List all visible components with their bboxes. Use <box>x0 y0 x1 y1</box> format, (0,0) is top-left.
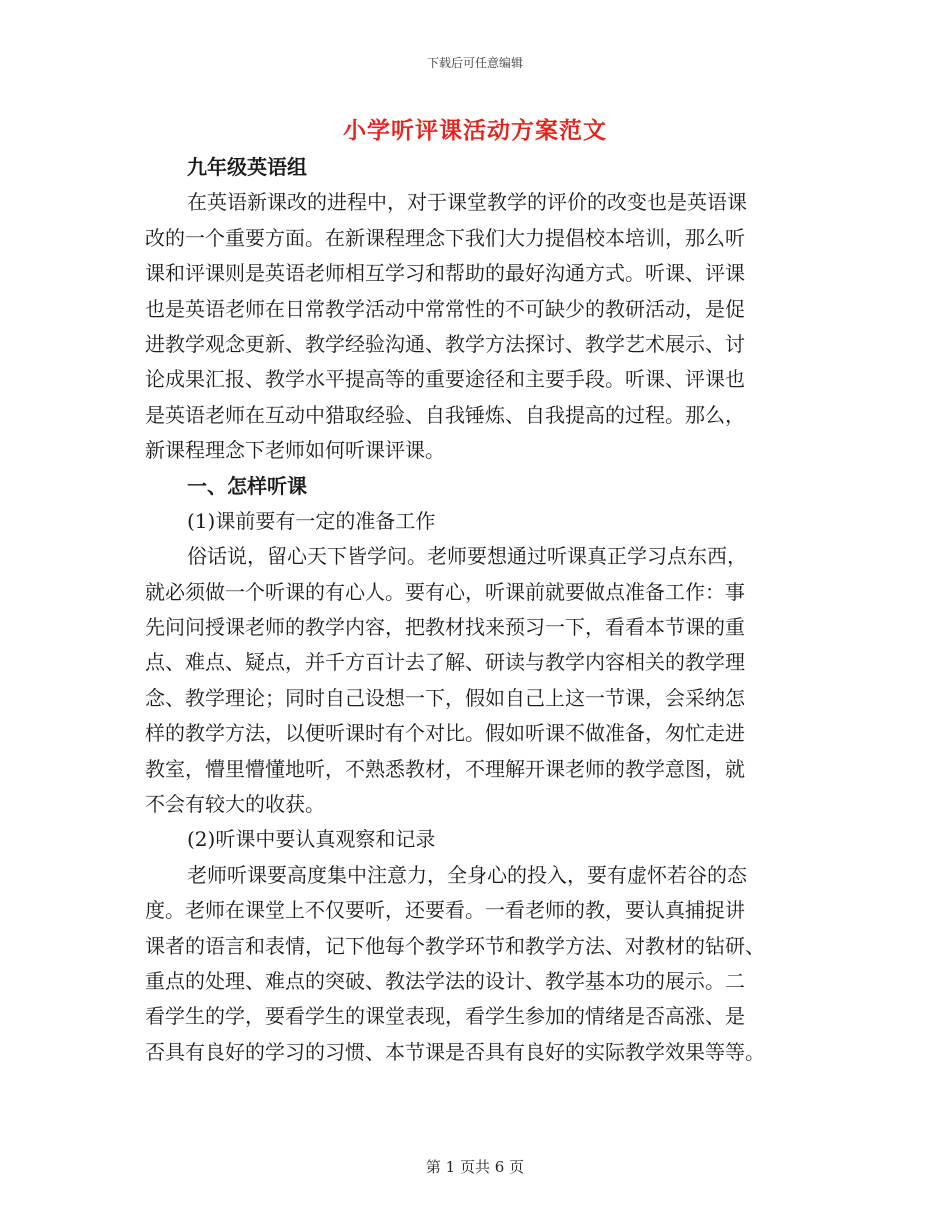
paragraph-intro <box>145 185 810 468</box>
paragraph-line: 课和评课则是英语老师相互学习和帮助的最好沟通方式。听课、评课 <box>145 261 745 286</box>
paragraph-line: 进教学观念更新、教学经验沟通、教学方法探讨、教学艺术展示、讨 <box>145 331 745 356</box>
paragraph-line: 度。老师在课堂上不仅要听，还要看。一看老师的教，要认真捕捉讲 <box>145 898 745 923</box>
subheading-2: (2)听课中要认真观察和记录 <box>187 827 436 852</box>
document-body <box>145 150 810 1070</box>
paragraph-preparation <box>145 539 810 822</box>
paragraph-line: 教室，懵里懵懂地听，不熟悉教材，不理解开课老师的教学意图，就 <box>145 756 745 781</box>
paragraph-line: 老师听课要高度集中注意力，全身心的投入，要有虚怀若谷的态 <box>187 862 747 887</box>
paragraph-line: 否具有良好的学习的习惯、本节课是否具有良好的实际教学效果等等。 <box>145 1039 765 1064</box>
header-note: 下载后可任意编辑 <box>426 56 523 70</box>
paragraph-line: 也是英语老师在日常教学活动中常常性的不可缺少的教研活动，是促 <box>145 296 745 321</box>
paragraph-line: 新课程理念下老师如何听课评课。 <box>145 438 445 463</box>
paragraph-line: 样的教学方法，以便听课时有个对比。假如听课不做准备，匆忙走进 <box>145 721 745 746</box>
paragraph-line: 就必须做一个听课的有心人。要有心，听课前就要做点准备工作：事 <box>145 579 745 604</box>
paragraph-line: 念、教学理论；同时自己设想一下，假如自己上这一节课，会采纳怎 <box>145 685 745 710</box>
paragraph-line: 不会有较大的收获。 <box>145 792 325 817</box>
page-footer: 第 1 页共 6 页 <box>425 1158 525 1176</box>
paragraph-line: 俗话说，留心天下皆学问。老师要想通过听课真正学习点东西， <box>187 544 747 569</box>
paragraph-line: 在英语新课改的进程中，对于课堂教学的评价的改变也是英语课 <box>187 190 747 215</box>
paragraph-line: 论成果汇报、教学水平提高等的重要途径和主要手段。听课、评课也 <box>145 367 745 392</box>
document-title: 小学听评课活动方案范文 <box>343 117 607 144</box>
subheading-1: (1)课前要有一定的准备工作 <box>187 508 436 533</box>
paragraph-line: 点、难点、疑点，并千方百计去了解、研读与教学内容相关的教学理 <box>145 650 745 675</box>
paragraph-line: 课者的语言和表情，记下他每个教学环节和教学方法、对教材的钻研、 <box>145 933 765 958</box>
paragraph-line: 改的一个重要方面。在新课程理念下我们大力提倡校本培训，那么听 <box>145 225 745 250</box>
section-heading-1: 一、怎样听课 <box>187 473 307 498</box>
paragraph-line: 先问问授课老师的教学内容，把教材找来预习一下，看看本节课的重 <box>145 615 745 640</box>
paragraph-observation <box>145 858 810 1070</box>
group-heading: 九年级英语组 <box>187 155 307 179</box>
paragraph-line: 是英语老师在互动中猎取经验、自我锤炼、自我提高的过程。那么， <box>145 402 745 427</box>
paragraph-line: 重点的处理、难点的突破、教法学法的设计、教学基本功的展示。二 <box>145 968 745 993</box>
paragraph-line: 看学生的学，要看学生的课堂表现，看学生参加的情绪是否高涨、是 <box>145 1004 745 1029</box>
